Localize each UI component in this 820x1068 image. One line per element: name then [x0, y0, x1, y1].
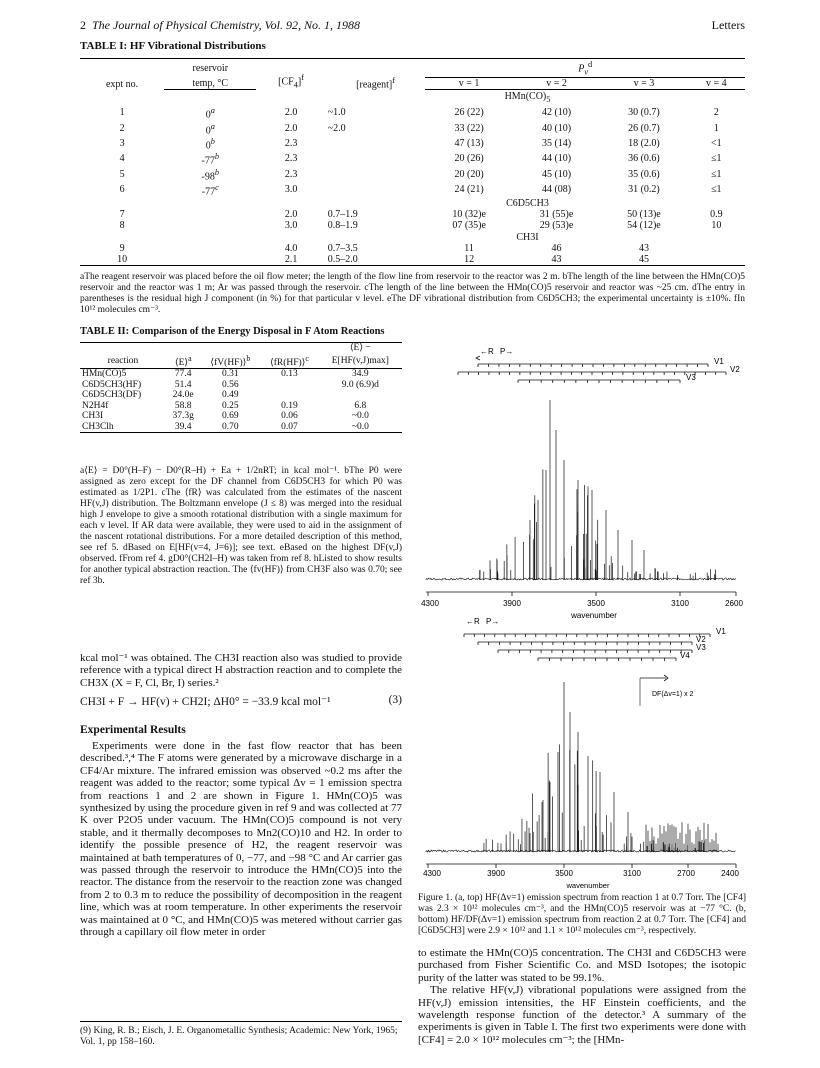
table-cell: 6	[119, 184, 125, 196]
table-cell: 3.0	[284, 220, 298, 232]
table-cell	[164, 254, 256, 266]
table-cell: 31 (55)e	[539, 209, 574, 221]
table-cell	[164, 209, 256, 220]
table-cell: 1	[119, 107, 125, 119]
table-cell: 0.25	[222, 400, 239, 411]
t2-col-fr: ⟨fR(HF)⟩$^c$	[260, 354, 318, 369]
table-cell: C6D5CH3(DF)	[82, 390, 142, 401]
table-cell: 2.3	[284, 138, 298, 150]
table1-title: TABLE I: HF Vibrational Distributions	[80, 40, 266, 52]
table-cell: 44 (10)	[541, 153, 572, 165]
table-cell: 0.70	[201, 422, 261, 433]
table-row	[80, 380, 402, 391]
table-cell: 0.13	[281, 369, 298, 380]
table-cell: 39.4	[166, 422, 201, 433]
bottom-tick-label: 3900	[487, 869, 505, 878]
table-cell	[164, 243, 256, 254]
t1-col-v4: v = 4	[688, 78, 745, 90]
table-row	[80, 220, 745, 231]
top-tick-label: 2600	[725, 599, 743, 608]
table-cell	[326, 136, 426, 151]
t1-group-name: C6D5CH3	[506, 198, 549, 210]
table-row	[80, 209, 745, 220]
table-cell: 47 (13)	[454, 138, 484, 150]
table-row	[80, 369, 402, 380]
table-row	[80, 422, 402, 433]
top-xlabel: wavenumber	[571, 611, 617, 620]
table-cell: 50 (13)e	[627, 209, 661, 221]
table-cell: 3.0	[284, 184, 298, 196]
table-cell: 9	[119, 243, 125, 255]
table-cell: CH3I	[82, 411, 104, 422]
bottom-tick-label: 2700	[677, 869, 695, 878]
table-cell	[326, 151, 426, 166]
table-cell: 30 (0.7)	[628, 107, 660, 119]
table-cell: 77.4	[174, 369, 192, 380]
table-row	[80, 136, 745, 151]
table-row	[80, 167, 745, 182]
table-cell: 45	[600, 254, 687, 266]
table-cell: 2.0	[284, 122, 298, 134]
table-cell: 0.56	[222, 379, 239, 390]
bottom-inset-label: DF(Δv=1) x 2	[652, 691, 694, 698]
table-cell: 2.1	[256, 254, 325, 266]
table-cell: 2	[713, 107, 719, 119]
table-cell	[164, 220, 256, 231]
table-cell: ~0.0	[319, 422, 402, 433]
table-cell: C6D5CH3(HF)	[82, 379, 142, 390]
table-cell: 4	[119, 153, 125, 165]
table-cell: 0.7–1.9	[327, 209, 358, 221]
bottom-arrow-r: ←R	[466, 617, 480, 626]
t1-group-header	[80, 231, 745, 243]
t1-col-expt: expt no.	[80, 59, 164, 90]
table-cell: 8	[119, 220, 125, 232]
table-cell: 43	[513, 254, 600, 266]
bottom-tick-label: 4300	[423, 869, 441, 878]
figure-bottom-panel	[426, 617, 736, 890]
table-cell: 46	[551, 243, 562, 255]
table-cell: <1	[711, 138, 722, 150]
table-cell	[319, 390, 402, 401]
table-cell: 10	[711, 220, 722, 232]
running-header	[80, 18, 745, 33]
t1-col-v3: v = 3	[600, 78, 687, 90]
table-cell	[260, 390, 318, 401]
body-right: to estimate the HMn(CO)5 concentration. The CH3I and C6D5CH3 were purchased from Fisher Scientific Co. and MSD Isotopes; the isotopic purity of the latter was stated to be 99.1%. The relative HF(v,J) vibrational populations were assigned from the HF(v,J) emission intensities, the HF Einstein coefficients, and the wavelength response function of the detector.³ A summary of the experiments is given in Table I. The first two experiments were done with [CF4] = 2.0 × 10¹² molecules cm⁻³; the [HMn-	[418, 947, 746, 1046]
t1-col-cf4: $[CF_4]^f$	[256, 59, 325, 90]
t1-col-v2: v = 2	[513, 78, 600, 90]
table-row	[80, 151, 745, 166]
bottom-tick-label: 3500	[555, 869, 573, 878]
table-row	[80, 390, 402, 401]
bottom-label-v2: V2	[696, 635, 706, 644]
table-cell	[688, 254, 745, 266]
table-cell: 0$^a$	[205, 106, 215, 121]
table-row	[80, 121, 745, 136]
table-cell: 2.3	[284, 153, 298, 165]
section-title: Experimental Results	[80, 724, 186, 736]
table2-footnotes: a⟨E⟩ = D0°(H–F) − D0°(R–H) + Ea + 1/2nRT; in kcal mol⁻¹. bThe P0 were assigned as zero except for the DF channel from C6D5CH3 for which P0 was estimated as 1/2P1. cThe ⟨fR⟩ was calculated from the estimates of the nascent HF(v,J) distribution. The Boltzmann envelope (J ≤ 8) was merged into the residual high J envelope to give a smooth rotational distribution with a single maximum for each v level. If AR data were available, they were used to aid in the assignment of the nascent rotational distributions. For a more detailed description of this method, see ref 5. dBased on E[HF(v=4, J=6)]; see text. eBased on the highest DF(v,J) observed. fFrom ref 4. gD0°(CH2I–H) was taken from ref 8. hListed to show results for another typical abstraction reaction. The ⟨fv(HF)⟩ from CH3F also was 0.70; see ref 3b.	[80, 466, 402, 586]
table-cell: N2H4f	[82, 400, 109, 411]
table-cell: 0.06	[281, 411, 298, 422]
table-cell: 20 (20)	[454, 168, 484, 180]
table-cell: 0.07	[260, 422, 318, 433]
bottom-label-v3: V3	[696, 643, 706, 652]
top-label-v1: V1	[714, 357, 724, 366]
figure-caption: Figure 1. (a, top) HF(Δv=1) emission spectrum from reaction 1 at 0.7 Torr. The [CF4] was 2.3 × 10¹² molecules cm⁻³, and the HMn(CO)5 reservoir was at −77 °C. (b, bottom) HF/DF(Δv=1) emission spectrum from reaction 2 at 0.7 Torr. The [CF4] and [C6D5CH3] were 2.9 × 10¹² and 1.1 × 10¹² molecules cm⁻³, respectively.	[418, 893, 746, 936]
table-cell: 26 (22)	[454, 107, 484, 119]
t1-col-reagent: [reagent]$^f$	[326, 59, 426, 90]
top-arrow-p: P→	[500, 347, 514, 356]
table-cell: CH3Clh	[80, 422, 166, 433]
t1-group-name: CH3I	[516, 232, 539, 244]
table-cell: 42 (10)	[541, 107, 572, 119]
table-cell: ~2.0	[327, 122, 346, 134]
table-cell: 36 (0.6)	[628, 153, 660, 165]
table-cell: 0.8–1.9	[327, 220, 358, 232]
t1-col-pv: $P_v^d$	[425, 59, 745, 78]
table-cell: 35 (0.6)	[628, 168, 660, 180]
table-cell: 33 (22)	[454, 122, 484, 134]
t2-col-fv: ⟨fV(HF)⟩$^b$	[201, 354, 261, 369]
t1-col-temp: temp, °C	[164, 78, 256, 90]
table-cell: ≤1	[711, 153, 722, 165]
table-cell: -98$^b$	[201, 167, 220, 182]
table-cell	[326, 182, 426, 197]
top-tick-label: 3500	[587, 599, 605, 608]
table-cell: 11	[464, 243, 474, 255]
t1-col-v1: v = 1	[425, 78, 512, 90]
table-cell: 2.0	[284, 107, 298, 119]
table2	[80, 342, 402, 433]
reference-9: (9) King, R. B.; Eisch, J. E. Organometallic Synthesis; Academic: New York, 1965; Vol. 1, pp 158–160.	[80, 1021, 402, 1048]
table1	[80, 58, 745, 266]
table-cell: ≤1	[711, 184, 722, 196]
table-cell	[260, 380, 318, 391]
bottom-arrow-p: P→	[486, 617, 500, 626]
top-tick-label: 4300	[421, 599, 439, 608]
bottom-tick-label: 3100	[623, 869, 641, 878]
table-cell: 54 (12)e	[627, 220, 661, 232]
table-cell: HMn(CO)5	[82, 369, 127, 380]
table-cell: 1	[713, 122, 719, 134]
table-cell: 18 (2.0)	[628, 138, 660, 150]
table-cell: 24.0e	[172, 390, 194, 401]
table-cell: 3	[119, 138, 125, 150]
table-row	[80, 254, 745, 266]
table-cell: 0.31	[222, 369, 239, 380]
bottom-label-v1: V1	[716, 627, 726, 636]
page-number: 2	[80, 18, 86, 32]
bottom-xlabel: wavenumber	[566, 881, 610, 890]
table-cell: ≤1	[711, 168, 722, 180]
top-tick-label: 3100	[671, 599, 689, 608]
table-cell: ~1.0	[327, 107, 346, 119]
bottom-tick-label: 2400	[721, 869, 739, 878]
table-cell: 0.69	[222, 411, 239, 422]
table-cell: 0$^b$	[205, 136, 215, 152]
table-cell: 0.5–2.0	[326, 254, 426, 266]
table-cell: 4.0	[284, 243, 298, 255]
table-cell: 58.8	[174, 400, 192, 411]
top-label-v3: V3	[686, 373, 696, 382]
t2-col-e: ⟨E⟩$^a$	[166, 354, 201, 369]
table-row	[80, 411, 402, 422]
table-cell: 29 (53)e	[539, 220, 574, 232]
body-experimental: Experiments were done in the fast flow reactor that has been described.³,⁴ The F atoms were generated by a microwave discharge in a CF4/Ar mixture. The infrared emission was observed ~0.2 ms after the reagent was added to the reactor; some typical Δv = 1 emission spectra from reactions 1 and 2 are shown in Figure 1. HMn(CO)5 was synthesized by using the procedure given in ref 9 and was collected at 77 K over P2O5 under vacuum. The HMn(CO)5 compound is not very stable, and it thermally decomposes to Mn2(CO)10 and H2. In order to identify the possible presence of H2, the reagent reservoir was maintained at bath temperatures of 0, −77, and −98 °C and Ar carrier gas was passed through the reservoir to introduce the HMn(CO)5 into the reactor. The distance from the reservoir to the reaction zone was changed from 2 to 0.3 m to reduce the possibility of decomposition in the reagent line, which was at room temperature. In other experiments the reservoir was maintained at 0 °C, and HMn(CO)5 was metered without carrier gas through a capillary oil flow meter in order	[80, 740, 402, 939]
table-row	[80, 401, 402, 412]
table-cell: 45 (10)	[541, 168, 572, 180]
table2-title: TABLE II: Comparison of the Energy Disposal in F Atom Reactions	[80, 326, 385, 337]
bottom-label-v4: V4	[680, 651, 690, 660]
table-row	[80, 243, 745, 254]
body-intro: kcal mol⁻¹ was obtained. The CH3I reaction also was studied to provide reference with a typical direct H abstraction reaction and to complete the CH3X (X = F, Cl, Br, I) series.²	[80, 652, 402, 689]
top-arrow-r: ←R	[480, 347, 494, 356]
table-cell: 26 (0.7)	[628, 122, 660, 134]
t2-col-diff: E[HF(v,J)max]	[319, 354, 402, 369]
table-cell: -77$^c$	[201, 182, 219, 198]
table-cell: 07 (35)e	[452, 220, 486, 232]
table1-footnotes: aThe reagent reservoir was placed before the oil flow meter; the length of the flow line from reservoir to the reactor was 2 m. bThe length of the line between the HMn(CO)5 reservoir and the reactor was 1 m; Ar was passed through the reservoir. cThe length of the line between the HMn(CO)5 reservoir and reactor was ~25 cm. dThe entry in parentheses is the residual high J component (in %) for that particular v level. eThe DF vibrational distribution from C6D5CH3; the experimental uncertainty is ±10%. fIn 10¹² molecules cm⁻³.	[80, 272, 745, 315]
table-cell	[326, 167, 426, 182]
top-tick-label: 3900	[503, 599, 521, 608]
t2-col-reaction: reaction	[80, 354, 166, 369]
table-cell: 51.4	[174, 379, 192, 390]
t2-col-diff-top: ⟨E⟩ −	[319, 343, 402, 354]
table-row	[80, 105, 745, 120]
table-cell: ~0.0	[351, 411, 369, 422]
table-cell: 0.19	[281, 400, 298, 411]
table-cell: 44 (08)	[541, 184, 572, 196]
table-cell: 20 (26)	[454, 153, 484, 165]
table-cell: 35 (14)	[541, 138, 572, 150]
table-row	[80, 182, 745, 197]
section-name: Letters	[711, 18, 745, 32]
table-cell: 2	[119, 122, 125, 134]
figure-1	[418, 342, 746, 890]
table-cell: -77$^b$	[201, 152, 220, 167]
t1-group-header	[80, 197, 745, 209]
table-cell: 0.7–3.5	[327, 243, 358, 255]
table-cell: 34.9	[352, 369, 369, 380]
t1-group-header	[80, 90, 745, 106]
table-cell: 2.3	[284, 168, 298, 180]
top-label-v2: V2	[730, 365, 740, 374]
table-cell: 0.49	[222, 390, 239, 401]
table-cell: 0$^a$	[205, 121, 215, 136]
table-cell: 7	[119, 209, 125, 221]
table-cell: 24 (21)	[454, 184, 484, 196]
table-cell: 2.0	[284, 209, 298, 221]
table-cell	[688, 243, 745, 254]
table-cell: 5	[119, 168, 125, 180]
equation-3: CH3I + F → HF(v) + CH2I; ΔH0° = −33.9 kcal mol⁻¹ (3)	[80, 694, 402, 708]
table-cell: 37.3g	[172, 411, 194, 422]
table-cell: 10	[80, 254, 164, 266]
table-cell: 0.9	[710, 209, 723, 221]
table-cell: 6.8	[354, 400, 367, 411]
table-cell: 12	[425, 254, 512, 266]
figure-top-panel	[426, 347, 740, 620]
journal-name: The Journal of Physical Chemistry, Vol. 92, No. 1, 1988	[92, 18, 360, 32]
table-cell: 10 (32)e	[452, 209, 486, 221]
table-cell: 40 (10)	[541, 122, 572, 134]
table-cell: 43	[638, 243, 649, 255]
table-cell: 31 (0.2)	[628, 184, 660, 196]
t1-group-name: $HMn(CO)_5$	[504, 91, 551, 105]
t1-col-reservoir: reservoir	[164, 59, 256, 78]
table-cell: 9.0 (6.9)d	[341, 379, 379, 390]
